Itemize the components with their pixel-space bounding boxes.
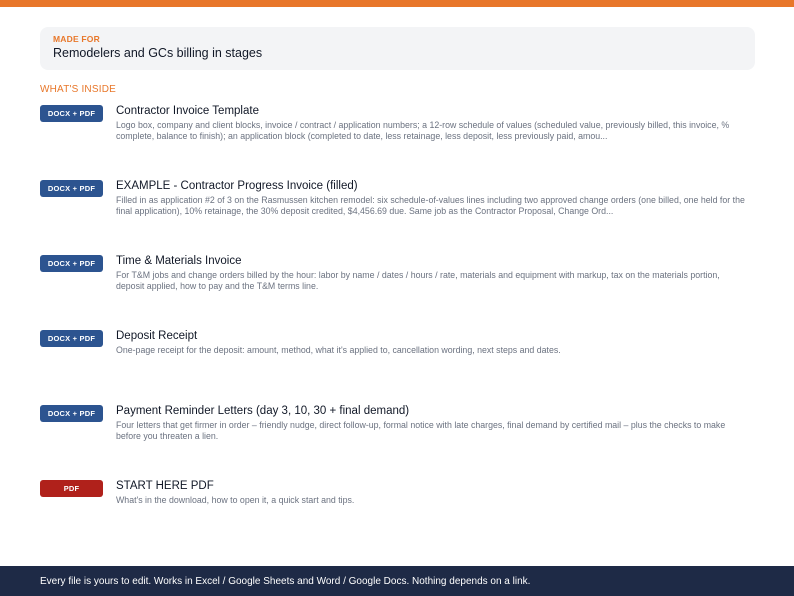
file-item-deposit-receipt	[40, 329, 755, 404]
format-badge: DOCX + PDF	[40, 405, 103, 422]
file-item-time-materials-invoice	[40, 254, 755, 329]
format-badge: DOCX + PDF	[40, 180, 103, 197]
file-item-start-here	[40, 479, 755, 554]
file-description: One-page receipt for the deposit: amount, method, what it's applied to, cancellation wording, next steps and dates.	[116, 345, 561, 355]
file-list	[40, 104, 755, 554]
made-for-value: Remodelers and GCs billing in stages	[53, 46, 263, 60]
file-description: Four letters that get firmer in order – friendly nudge, direct follow-up, formal notice with late charges, final demand by certified mail – plus the checks to make before you threaten a lien.	[116, 420, 726, 441]
file-description: Logo box, company and client blocks, invoice / contract / application numbers; a 12-row schedule of values (scheduled value, previously billed, this invoice, % complete, balance to finish); an application block (completed to date, less retainage, less deposit, less previously paid, amou...	[116, 120, 730, 141]
format-badge: DOCX + PDF	[40, 330, 103, 347]
file-title: START HERE PDF	[116, 480, 214, 492]
made-for-label: MADE FOR	[53, 34, 100, 44]
top-accent-bar	[0, 0, 794, 7]
file-title: EXAMPLE - Contractor Progress Invoice (filled)	[116, 180, 358, 192]
file-item-contractor-invoice	[40, 104, 755, 179]
footer-bar	[0, 566, 794, 596]
file-item-example-progress-invoice	[40, 179, 755, 254]
format-badge: DOCX + PDF	[40, 105, 103, 122]
file-description: For T&M jobs and change orders billed by the hour: labor by name / dates / hours / rate, materials and equipment with markup, tax on the materials portion, deposit applied, how to pay and the T&M terms line.	[116, 270, 720, 291]
footer-text: Every file is yours to edit. Works in Excel / Google Sheets and Word / Google Docs. Nothing depends on a link.	[40, 575, 531, 587]
file-description: Filled in as application #2 of 3 on the Rasmussen kitchen remodel: six schedule-of-values lines including two approved change orders (one billed, one held for the final application), 10% retainage, the 30% deposit credited, $4,456.69 due. Same job as the Contractor Proposal, Change Ord...	[116, 195, 745, 216]
file-item-payment-reminder-letters	[40, 404, 755, 479]
format-badge: PDF	[40, 480, 103, 497]
file-title: Deposit Receipt	[116, 330, 198, 342]
file-title: Contractor Invoice Template	[116, 105, 259, 117]
file-title: Payment Reminder Letters (day 3, 10, 30 + final demand)	[116, 405, 410, 417]
whats-inside-heading: WHAT'S INSIDE	[40, 84, 116, 95]
format-badge: DOCX + PDF	[40, 255, 103, 272]
made-for-box	[40, 27, 755, 70]
file-title: Time & Materials Invoice	[116, 255, 242, 267]
file-description: What's in the download, how to open it, a quick start and tips.	[116, 495, 355, 505]
